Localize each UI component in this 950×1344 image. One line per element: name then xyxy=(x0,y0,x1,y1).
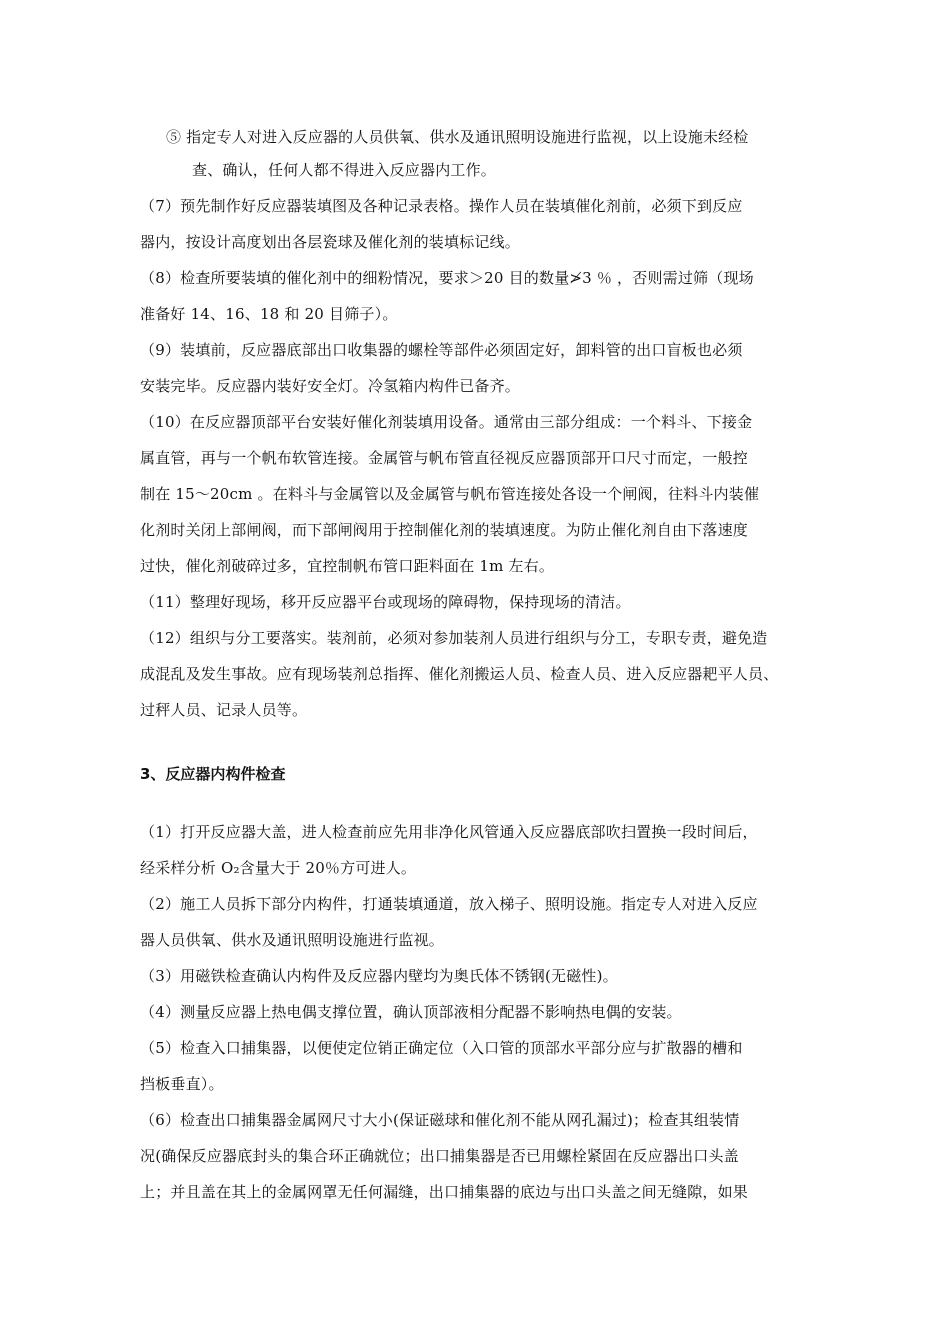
text-line: （1）打开反应器大盖，进人检查前应先用非净化风管通入反应器底部吹扫置换一段时间后， xyxy=(140,823,758,841)
text-line: 过快，催化剂破碎过多，宜控制帆布管口距料面在 1m 左右。 xyxy=(140,557,555,575)
text-line: （9）装填前，反应器底部出口收集器的螺栓等部件必须固定好，卸料管的出口盲板也必须 xyxy=(140,341,743,359)
text-line: ⑤ 指定专人对进入反应器的人员供氧、供水及通讯照明设施进行监视，以上设施未经检 xyxy=(166,128,749,146)
text-line: 器人员供氧、供水及通讯照明设施进行监视。 xyxy=(140,931,445,949)
text-line: 况(确保反应器底封头的集合环正确就位；出口捕集器是否已用螺栓紧固在反应器出口头盖 xyxy=(140,1147,739,1165)
text-line: 查、确认，任何人都不得进入反应器内工作。 xyxy=(192,161,497,179)
text-line: 器内，按设计高度划出各层瓷球及催化剂的装填标记线。 xyxy=(140,233,521,251)
text-line: 挡板垂直）。 xyxy=(140,1075,224,1093)
text-line: （8）检查所要装填的催化剂中的细粉情况，要求＞20 目的数量≯3 ％ ，否则需过筛（现场 xyxy=(140,269,754,287)
text-line: （2）施工人员拆下部分内构件，打通装填通道，放入梯子、照明设施。指定专人对进入反应 xyxy=(140,895,758,913)
text-line: （6）检查出口捕集器金属网尺寸大小(保证磁球和催化剂不能从网孔漏过)；检查其组装情 xyxy=(140,1111,740,1129)
text-line: 成混乱及发生事故。应有现场装剂总指挥、催化剂搬运人员、检查人员、进入反应器耙平人员、 xyxy=(140,665,779,683)
text-line: 经采样分析 O₂含量大于 20％方可进人。 xyxy=(140,859,417,877)
text-line: 安装完毕。反应器内装好安全灯。冷氢箱内构件已备齐。 xyxy=(140,377,521,395)
text-line: 准备好 14、16、18 和 20 目筛子）。 xyxy=(140,305,398,323)
text-line: （12）组织与分工要落实。装剂前，必须对参加装剂人员进行组织与分工，专职专责，避免造 xyxy=(140,629,768,647)
text-line: 化剂时关闭上部闸阀，而下部闸阀用于控制催化剂的装填速度。为防止催化剂自由下落速度 xyxy=(140,521,749,539)
text-line: （3）用磁铁检查确认内构件及反应器内壁均为奥氏体不锈钢(无磁性)。 xyxy=(140,967,618,985)
text-line: （7）预先制作好反应器装填图及各种记录表格。操作人员在装填催化剂前，必须下到反应 xyxy=(140,197,743,215)
text-line: （11）整理好现场，移开反应器平台或现场的障碍物，保持现场的清洁。 xyxy=(140,593,631,611)
text-line: 属直管，再与一个帆布软管连接。金属管与帆布管直径视反应器顶部开口尺寸而定，一般控 xyxy=(140,449,749,467)
text-line: 上；并且盖在其上的金属网罩无任何漏缝，出口捕集器的底边与出口头盖之间无缝隙，如果 xyxy=(140,1183,749,1201)
text-line: （4）测量反应器上热电偶支撑位置，确认顶部液相分配器不影响热电偶的安装。 xyxy=(140,1003,682,1021)
text-line: （5）检查入口捕集器，以便使定位销正确定位（入口管的顶部水平部分应与扩散器的槽和 xyxy=(140,1039,743,1057)
text-line: （10）在反应器顶部平台安装好催化剂装填用设备。通常由三部分组成：一个料斗、下接金 xyxy=(140,413,753,431)
text-line: 过秤人员、记录人员等。 xyxy=(140,701,308,719)
text-line: 制在 15～20cm 。在料斗与金属管以及金属管与帆布管连接处各设一个闸阀，往料斗内装催 xyxy=(140,485,760,503)
section-heading: 3、反应器内构件检查 xyxy=(140,765,286,783)
